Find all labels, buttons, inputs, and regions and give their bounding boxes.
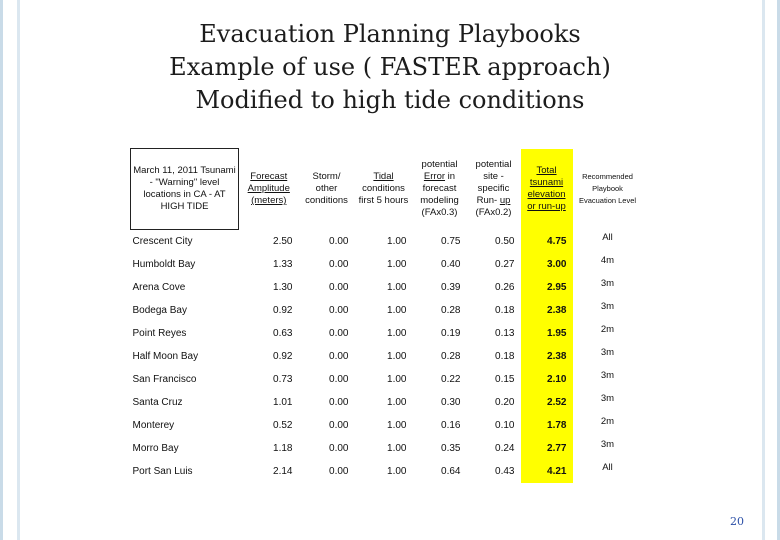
header-total-4: or run-up [527, 201, 566, 212]
table-row [131, 460, 643, 483]
cell-location: Bodega Bay [132, 304, 187, 316]
cell-total: 1.78 [521, 414, 573, 437]
cell-forecast: 1.18 [273, 442, 293, 454]
title-line-1: Evacuation Planning Playbooks [199, 20, 581, 48]
cell-location: Half Moon Bay [132, 350, 199, 362]
header-tidal [355, 149, 413, 230]
header-recommended-label: Recommended Playbook Evacuation Level [578, 172, 637, 205]
table-row [131, 322, 643, 345]
cell-site: 0.18 [495, 350, 515, 362]
table-row [131, 368, 643, 391]
cell-total: 2.95 [521, 276, 573, 299]
cell-error: 0.30 [441, 396, 461, 408]
cell-location: Humboldt Bay [132, 258, 196, 270]
cell-tidal: 1.00 [387, 258, 407, 270]
slide-title [0, 18, 780, 117]
cell-forecast: 1.30 [273, 281, 293, 293]
cell-site: 0.27 [495, 258, 515, 270]
cell-forecast: 1.33 [273, 258, 293, 270]
header-tidal-sub: conditions first 5 hours [358, 183, 409, 206]
header-event: March 11, 2011 Tsunami - "Warning" level locations in CA - AT HIGH TIDE [131, 149, 239, 230]
cell-location: Crescent City [132, 235, 193, 247]
header-total-3: elevation [527, 189, 566, 200]
cell-location: Port San Luis [132, 465, 193, 477]
cell-forecast: 2.14 [273, 465, 293, 477]
cell-location: Arena Cove [132, 281, 186, 293]
cell-location: San Francisco [132, 373, 197, 385]
cell-total: 3.00 [521, 253, 573, 276]
title-line-3: Modified to high tide conditions [195, 86, 585, 114]
cell-error: 0.39 [441, 281, 461, 293]
cell-level: 3m [600, 277, 615, 289]
cell-level: All [602, 231, 613, 243]
cell-error: 0.16 [441, 419, 461, 431]
cell-storm: 0.00 [329, 373, 349, 385]
cell-error: 0.19 [441, 327, 461, 339]
cell-storm: 0.00 [329, 396, 349, 408]
cell-total: 2.52 [521, 391, 573, 414]
header-error [413, 149, 467, 230]
title-line-2: Example of use ( FASTER approach) [169, 53, 611, 81]
table-row [131, 253, 643, 276]
cell-site: 0.15 [495, 373, 515, 385]
cell-forecast: 0.52 [273, 419, 293, 431]
cell-total: 4.75 [521, 230, 573, 253]
cell-storm: 0.00 [329, 304, 349, 316]
cell-forecast: 0.92 [273, 350, 293, 362]
header-site-1: potential site -specific Run- [475, 159, 512, 206]
cell-storm: 0.00 [329, 327, 349, 339]
cell-forecast: 1.01 [273, 396, 293, 408]
header-recommended [573, 149, 643, 230]
cell-site: 0.43 [495, 465, 515, 477]
cell-site: 0.20 [495, 396, 515, 408]
cell-tidal: 1.00 [387, 419, 407, 431]
table-row [131, 299, 643, 322]
cell-site: 0.13 [495, 327, 515, 339]
cell-total: 2.38 [521, 345, 573, 368]
cell-tidal: 1.00 [387, 304, 407, 316]
cell-tidal: 1.00 [387, 442, 407, 454]
cell-error: 0.75 [441, 235, 461, 247]
table-row [131, 414, 643, 437]
cell-storm: 0.00 [329, 281, 349, 293]
cell-storm: 0.00 [329, 350, 349, 362]
cell-site: 0.50 [495, 235, 515, 247]
cell-location: Monterey [132, 419, 175, 431]
cell-level: 3m [600, 392, 615, 404]
cell-tidal: 1.00 [387, 465, 407, 477]
cell-level: 3m [600, 346, 615, 358]
header-site-3: (FAx0.2) [475, 207, 512, 218]
table-row [131, 230, 643, 253]
cell-level: 4m [600, 254, 615, 266]
header-total [521, 149, 573, 230]
cell-tidal: 1.00 [387, 327, 407, 339]
page-number: 20 [730, 515, 744, 528]
cell-total: 4.21 [521, 460, 573, 483]
header-error-1: potential [421, 159, 458, 170]
cell-forecast: 0.63 [273, 327, 293, 339]
cell-total: 1.95 [521, 322, 573, 345]
cell-site: 0.26 [495, 281, 515, 293]
cell-forecast: 2.50 [273, 235, 293, 247]
header-forecast [239, 149, 299, 230]
table-row [131, 437, 643, 460]
cell-location: Santa Cruz [132, 396, 183, 408]
cell-tidal: 1.00 [387, 373, 407, 385]
header-site-2: up [499, 195, 511, 206]
cell-level: 2m [600, 323, 615, 335]
header-forecast-label: Forecast Amplitude (meters) [247, 171, 290, 206]
cell-total: 2.77 [521, 437, 573, 460]
cell-error: 0.28 [441, 304, 461, 316]
cell-level: 3m [600, 438, 615, 450]
cell-total: 2.38 [521, 299, 573, 322]
cell-level: All [602, 461, 613, 473]
cell-total: 2.10 [521, 368, 573, 391]
cell-error: 0.40 [441, 258, 461, 270]
cell-level: 3m [600, 300, 615, 312]
cell-error: 0.64 [441, 465, 461, 477]
cell-tidal: 1.00 [387, 350, 407, 362]
cell-site: 0.24 [495, 442, 515, 454]
cell-forecast: 0.92 [273, 304, 293, 316]
cell-storm: 0.00 [329, 442, 349, 454]
header-error-2: Error [423, 171, 446, 182]
header-site [467, 149, 521, 230]
cell-error: 0.22 [441, 373, 461, 385]
evacuation-table [130, 148, 643, 483]
cell-storm: 0.00 [329, 235, 349, 247]
cell-level: 2m [600, 415, 615, 427]
cell-level: 3m [600, 369, 615, 381]
table-header-row [131, 149, 643, 230]
cell-tidal: 1.00 [387, 396, 407, 408]
cell-storm: 0.00 [329, 258, 349, 270]
header-error-3: in forecast modeling (FAx0.3) [420, 171, 459, 218]
cell-location: Morro Bay [132, 442, 179, 454]
header-total-1: Total [536, 165, 557, 176]
table-row [131, 276, 643, 299]
table-row [131, 391, 643, 414]
table-row [131, 345, 643, 368]
cell-error: 0.28 [441, 350, 461, 362]
cell-tidal: 1.00 [387, 235, 407, 247]
cell-error: 0.35 [441, 442, 461, 454]
cell-site: 0.18 [495, 304, 515, 316]
cell-storm: 0.00 [329, 465, 349, 477]
cell-tidal: 1.00 [387, 281, 407, 293]
cell-storm: 0.00 [329, 419, 349, 431]
header-tidal-label: Tidal [373, 171, 394, 182]
header-storm: Storm/ other conditions [305, 171, 348, 206]
cell-site: 0.10 [495, 419, 515, 431]
header-total-2: tsunami [529, 177, 564, 188]
cell-forecast: 0.73 [273, 373, 293, 385]
cell-location: Point Reyes [132, 327, 187, 339]
